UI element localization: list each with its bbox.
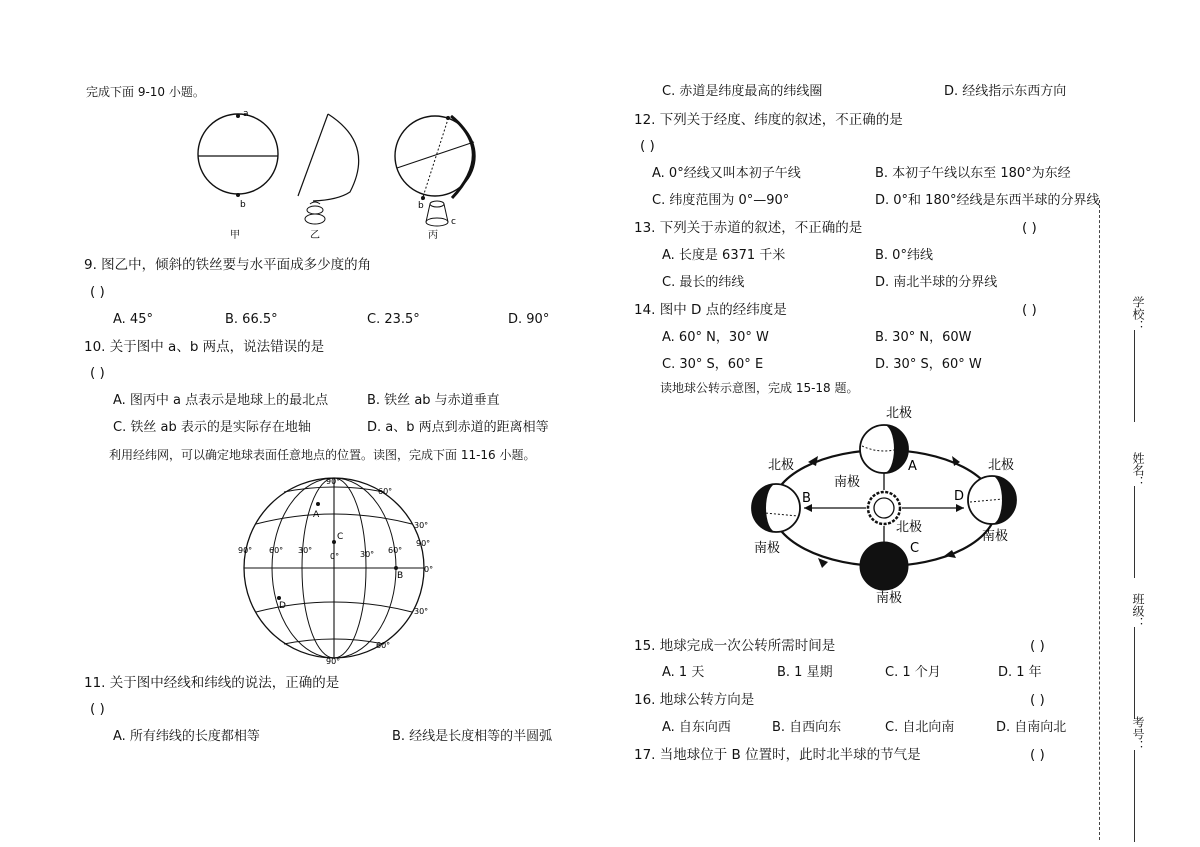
class-field[interactable] xyxy=(1134,627,1135,719)
north-pole-a: 北极 xyxy=(886,406,913,421)
q15-blank[interactable]: ( ) xyxy=(1030,638,1045,654)
q14-option-a[interactable]: A. 60° N，30° W xyxy=(662,330,769,345)
q16-blank[interactable]: ( ) xyxy=(1030,692,1045,708)
class-label: 班级： xyxy=(1131,593,1145,629)
q15-option-d[interactable]: D. 1 年 xyxy=(998,665,1042,680)
q11-option-d[interactable]: D. 经线指示东西方向 xyxy=(944,84,1067,99)
q12-option-a[interactable]: A. 0°经线又叫本初子午线 xyxy=(652,166,801,181)
q17-stem: 17. 当地球位于 B 位置时，此时北半球的节气是 xyxy=(634,747,921,763)
q12-stem: 12. 下列关于经度、纬度的叙述，不正确的是 xyxy=(634,112,903,128)
south-pole-a: 南极 xyxy=(834,475,861,490)
point-c-label: C xyxy=(337,532,344,542)
lat-90n: 90° xyxy=(326,477,341,486)
caption-bing: 丙 xyxy=(428,230,438,241)
q11-option-b[interactable]: B. 经线是长度相等的半圆弧 xyxy=(392,729,553,744)
point-a-label: A xyxy=(313,510,320,520)
south-pole-b: 南极 xyxy=(754,541,781,556)
lon-30w: 30° xyxy=(298,546,313,555)
graticule-figure xyxy=(236,474,446,666)
q12-blank[interactable]: ( ) xyxy=(640,138,655,154)
lat-30s: 30° xyxy=(414,607,429,616)
lat-0: 0° xyxy=(424,565,434,574)
q10-option-d[interactable]: D. a、b 两点到赤道的距离相等 xyxy=(367,420,549,435)
q16-option-a[interactable]: A. 自东向西 xyxy=(662,720,731,735)
q13-option-d[interactable]: D. 南北半球的分界线 xyxy=(875,275,998,290)
q10-option-c[interactable]: C. 铁丝 ab 表示的是实际存在地轴 xyxy=(113,420,311,435)
q14-blank[interactable]: ( ) xyxy=(1022,302,1037,318)
binding-cut-line xyxy=(1099,200,1100,840)
label-c: c xyxy=(451,217,456,227)
q12-option-b[interactable]: B. 本初子午线以东至 180°为东经 xyxy=(875,166,1071,181)
q11-stem: 11. 关于图中经线和纬线的说法，正确的是 xyxy=(84,675,340,691)
name-label: 姓名： xyxy=(1131,452,1145,488)
name-field[interactable] xyxy=(1134,486,1135,578)
q9-option-a[interactable]: A. 45° xyxy=(113,312,153,327)
label-b: b xyxy=(240,200,246,210)
q16-option-c[interactable]: C. 自北向南 xyxy=(885,720,955,735)
lon-0: 0° xyxy=(330,552,340,561)
north-pole-b: 北极 xyxy=(768,458,795,473)
q16-stem: 16. 地球公转方向是 xyxy=(634,692,755,708)
q11-option-a[interactable]: A. 所有纬线的长度都相等 xyxy=(113,729,260,744)
intro-11-16: 利用经纬网，可以确定地球表面任意地点的位置。读图，完成下面 11-16 小题。 xyxy=(109,448,536,462)
south-pole-c: 南极 xyxy=(876,591,903,606)
lon-30e: 30° xyxy=(360,550,375,559)
q9-option-c[interactable]: C. 23.5° xyxy=(367,312,420,327)
q16-option-d[interactable]: D. 自南向北 xyxy=(996,720,1067,735)
north-pole-c: 北极 xyxy=(896,520,923,535)
lon-90e: 90° xyxy=(416,539,431,548)
q13-stem: 13. 下列关于赤道的叙述，不正确的是 xyxy=(634,220,863,236)
q13-option-c[interactable]: C. 最长的纬线 xyxy=(662,275,745,290)
q9-option-b[interactable]: B. 66.5° xyxy=(225,312,278,327)
lon-60w: 60° xyxy=(269,546,284,555)
q9-blank[interactable]: ( ) xyxy=(90,284,105,300)
lat-60s: 60° xyxy=(376,641,391,650)
number-field[interactable] xyxy=(1134,750,1135,842)
q13-blank[interactable]: ( ) xyxy=(1022,220,1037,236)
lat-60n: 60° xyxy=(378,487,393,496)
q9-option-d[interactable]: D. 90° xyxy=(508,312,550,327)
revolution-figure xyxy=(748,402,1030,610)
south-pole-d: 南极 xyxy=(982,529,1009,544)
q14-option-c[interactable]: C. 30° S，60° E xyxy=(662,357,764,372)
q10-option-b[interactable]: B. 铁丝 ab 与赤道垂直 xyxy=(367,393,500,408)
q9-stem: 9. 图乙中，倾斜的铁丝要与水平面成多少度的角 xyxy=(84,257,372,273)
label-b-bing: b xyxy=(418,201,424,211)
lon-90w: 90° xyxy=(238,546,253,555)
point-d-label: D xyxy=(279,601,286,611)
caption-yi: 乙 xyxy=(310,230,320,241)
q14-stem: 14. 图中 D 点的经纬度是 xyxy=(634,302,787,318)
q12-option-c[interactable]: C. 纬度范围为 0°—90° xyxy=(652,193,790,208)
school-label: 学校： xyxy=(1131,296,1145,332)
q13-option-a[interactable]: A. 长度是 6371 千米 xyxy=(662,248,786,263)
q11-blank[interactable]: ( ) xyxy=(90,701,105,717)
q16-option-b[interactable]: B. 自西向东 xyxy=(772,720,842,735)
intro-9-10: 完成下面 9-10 小题。 xyxy=(86,85,205,99)
position-b: B xyxy=(802,491,811,506)
q14-option-d[interactable]: D. 30° S，60° W xyxy=(875,357,982,372)
q15-option-c[interactable]: C. 1 个月 xyxy=(885,665,941,680)
q11-option-c[interactable]: C. 赤道是纬度最高的纬线圈 xyxy=(662,84,823,99)
school-field[interactable] xyxy=(1134,330,1135,422)
position-a: A xyxy=(908,459,917,474)
q10-stem: 10. 关于图中 a、b 两点，说法错误的是 xyxy=(84,339,325,355)
globe-jia xyxy=(198,114,278,194)
q13-option-b[interactable]: B. 0°纬线 xyxy=(875,248,933,263)
lat-30n: 30° xyxy=(414,521,429,530)
q15-option-b[interactable]: B. 1 星期 xyxy=(777,665,833,680)
q10-option-a[interactable]: A. 图丙中 a 点表示是地球上的最北点 xyxy=(113,393,329,408)
number-label: 考号： xyxy=(1131,716,1145,752)
q14-option-b[interactable]: B. 30° N，60W xyxy=(875,330,972,345)
lat-90s: 90° xyxy=(326,657,341,666)
globe-model-figure xyxy=(190,104,490,244)
position-d: D xyxy=(954,489,965,504)
lon-60e: 60° xyxy=(388,546,403,555)
q15-stem: 15. 地球完成一次公转所需时间是 xyxy=(634,638,836,654)
label-a: a xyxy=(243,109,249,119)
position-c: C xyxy=(910,541,920,556)
intro-15-18: 读地球公转示意图，完成 15-18 题。 xyxy=(660,381,859,395)
earth-c xyxy=(860,542,908,590)
point-b-label: B xyxy=(397,571,404,581)
q17-blank[interactable]: ( ) xyxy=(1030,747,1045,763)
q15-option-a[interactable]: A. 1 天 xyxy=(662,665,705,680)
q12-option-d[interactable]: D. 0°和 180°经线是东西半球的分界线 xyxy=(875,193,1100,208)
caption-jia: 甲 xyxy=(230,230,240,241)
q10-blank[interactable]: ( ) xyxy=(90,365,105,381)
north-pole-d: 北极 xyxy=(988,458,1015,473)
